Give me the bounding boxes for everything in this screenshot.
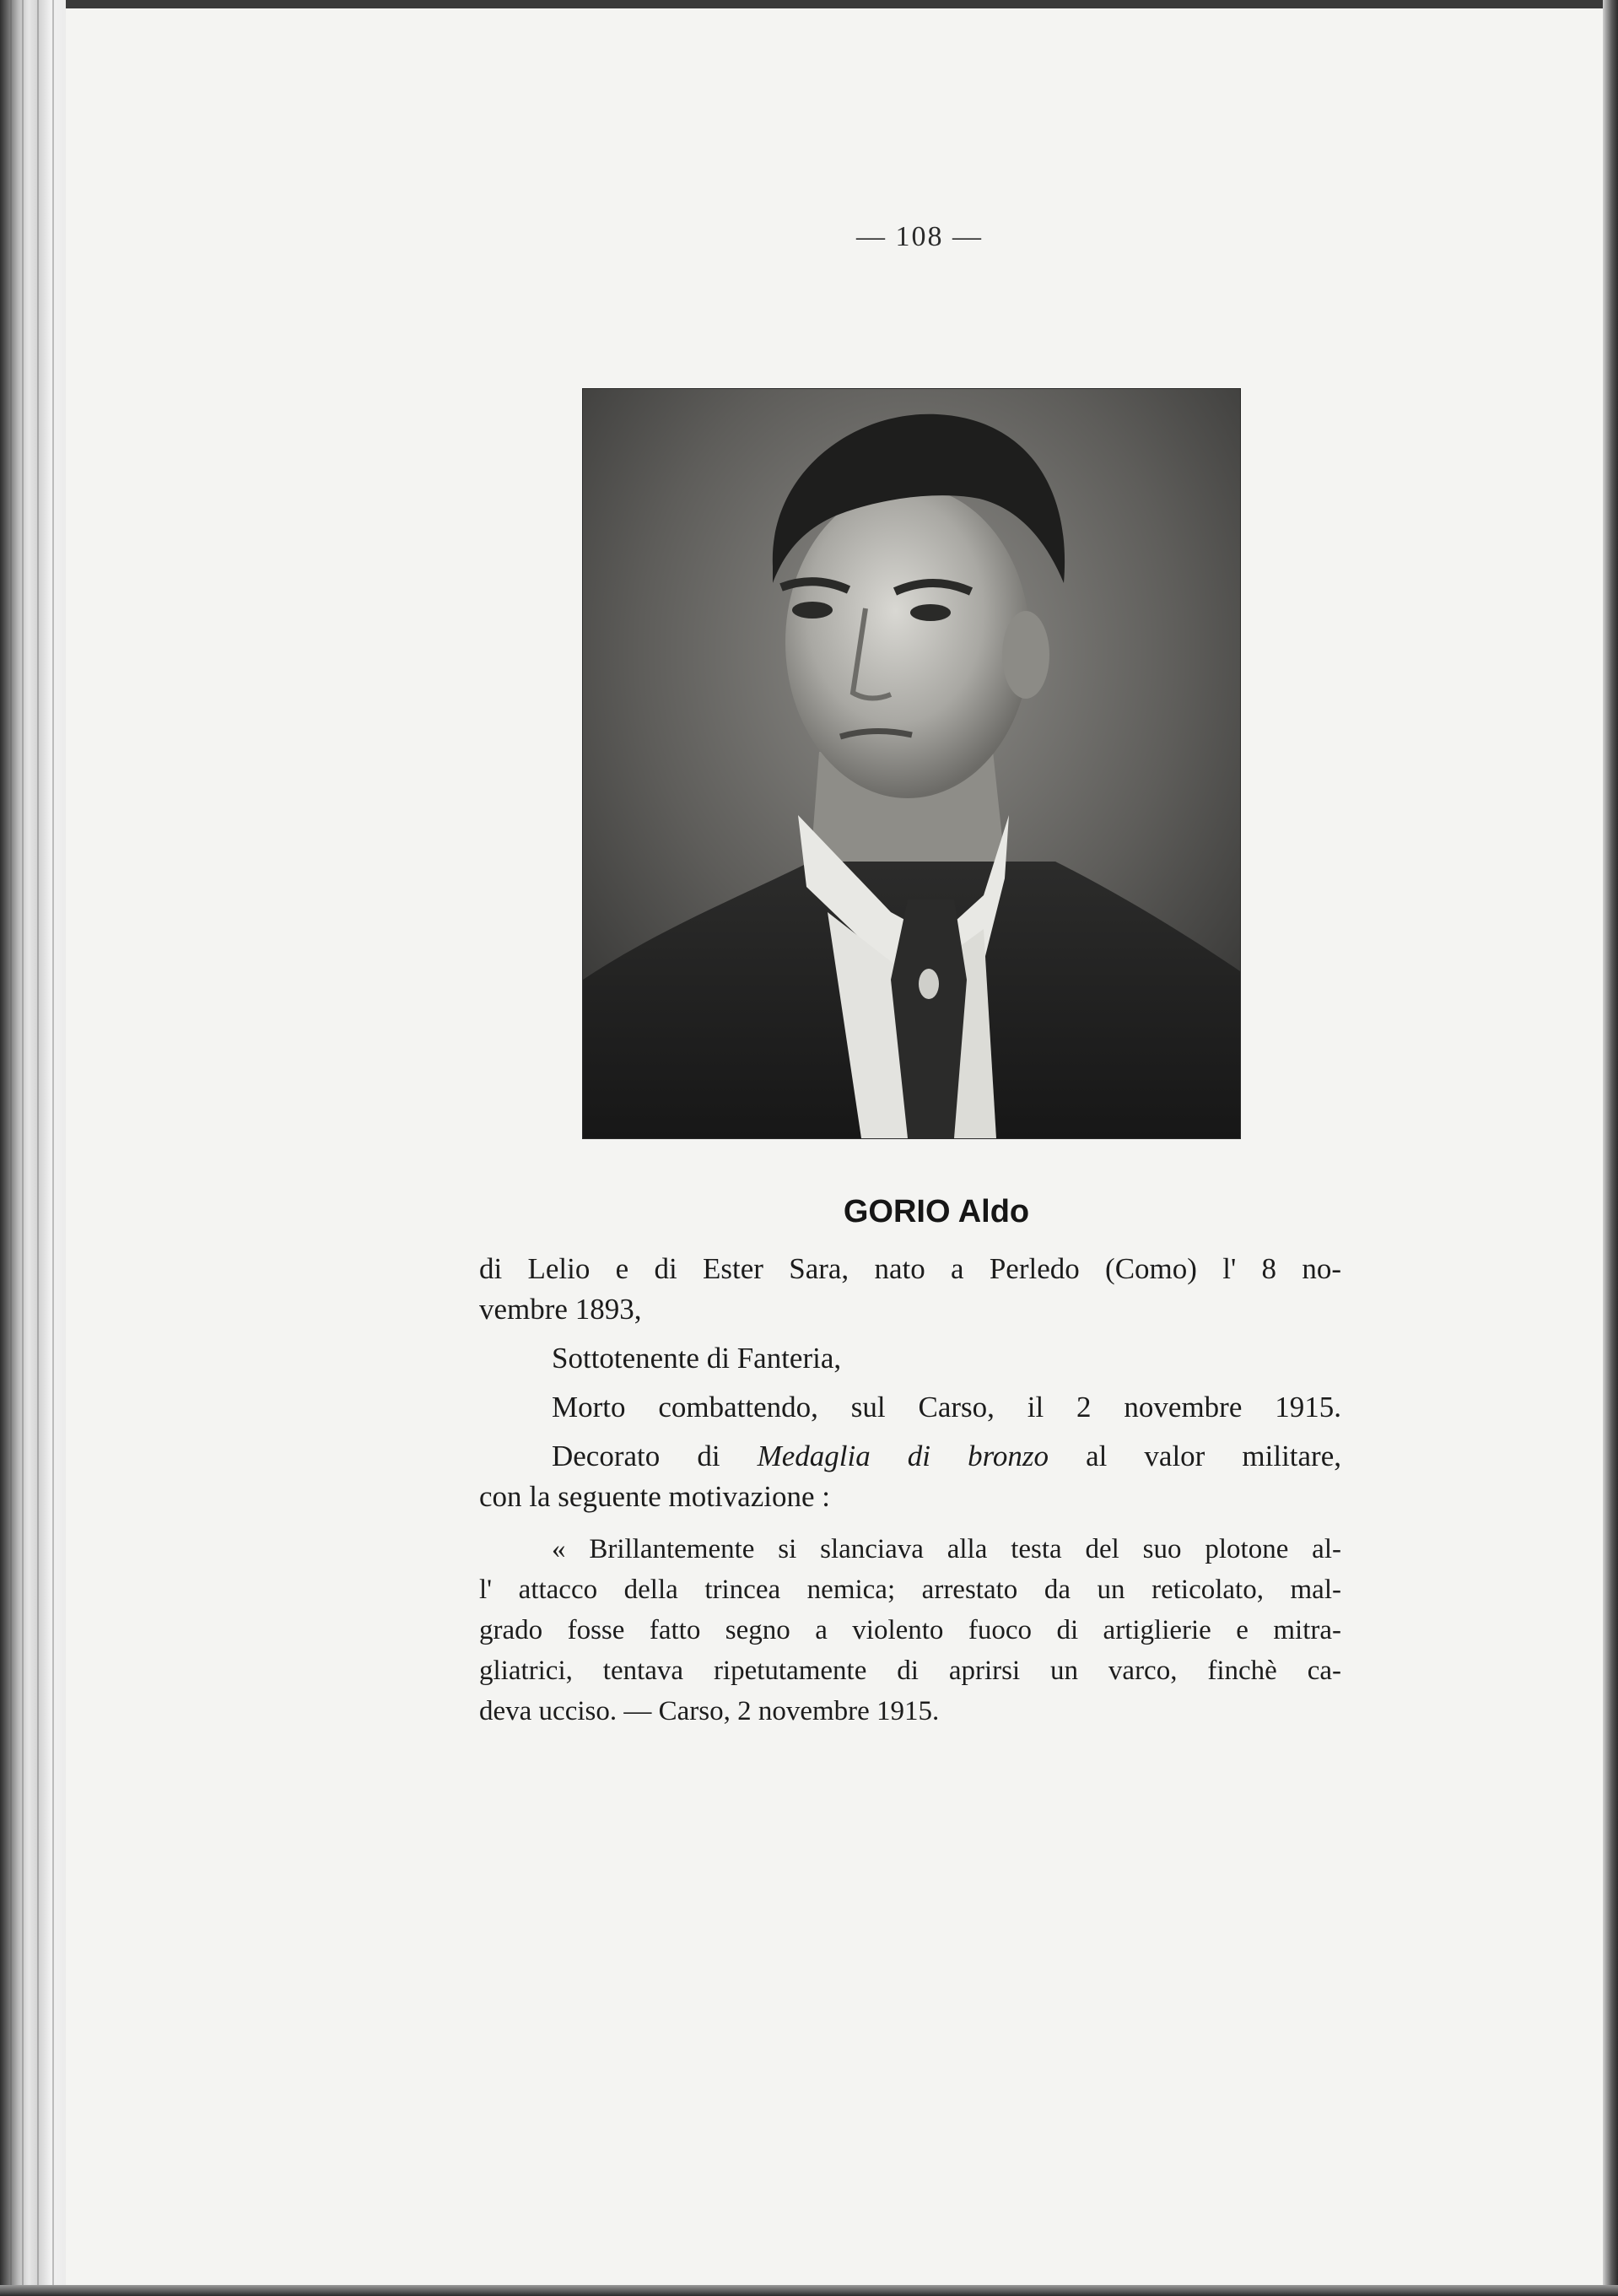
decoration-pre: Decorato di (552, 1440, 720, 1472)
decoration-line (479, 1436, 1341, 1477)
citation-line: l' attacco della trincea nemica; arrestato da un reticolato, mal- (479, 1575, 1341, 1605)
book-binding (0, 0, 66, 2296)
biography (479, 1249, 1341, 1517)
binding-line (10, 0, 12, 2296)
page-right-edge (1603, 0, 1618, 2296)
citation-line: grado fosse fatto segno a violento fuoco di artiglierie e mitra- (479, 1615, 1341, 1645)
decoration-post: al valor militare, (1086, 1440, 1341, 1472)
page-number: — 108 — (856, 221, 983, 252)
portrait-illustration (583, 389, 1240, 1138)
page-bottom-edge (0, 2285, 1618, 2296)
bio-line-2: vembre 1893, (479, 1293, 642, 1326)
citation-block (479, 1529, 1341, 1731)
motivation-intro: con la seguente motivazione : (479, 1480, 830, 1513)
binding-line (37, 0, 39, 2296)
citation-line: « Brillantemente si slanciava alla testa del suo plotone al- (552, 1534, 1341, 1564)
rank-line: Sottotenente di Fanteria, (552, 1342, 842, 1375)
binding-line (52, 0, 54, 2296)
binding-line (22, 0, 24, 2296)
medal-name: Medaglia di bronzo (757, 1440, 1049, 1472)
citation-line: gliatrici, tentava ripetutamente di aprirsi un varco, finchè ca- (479, 1656, 1341, 1686)
book-page (66, 8, 1603, 2285)
portrait-photo (582, 388, 1241, 1139)
person-name-heading: GORIO Aldo (843, 1194, 1030, 1229)
death-line: Morto combattendo, sul Carso, il 2 novembre 1915. (552, 1391, 1341, 1424)
bio-line-1: di Lelio e di Ester Sara, nato a Perledo (Como) l' 8 no- (479, 1252, 1341, 1285)
citation-line: deva ucciso. — Carso, 2 novembre 1915. (479, 1696, 940, 1726)
